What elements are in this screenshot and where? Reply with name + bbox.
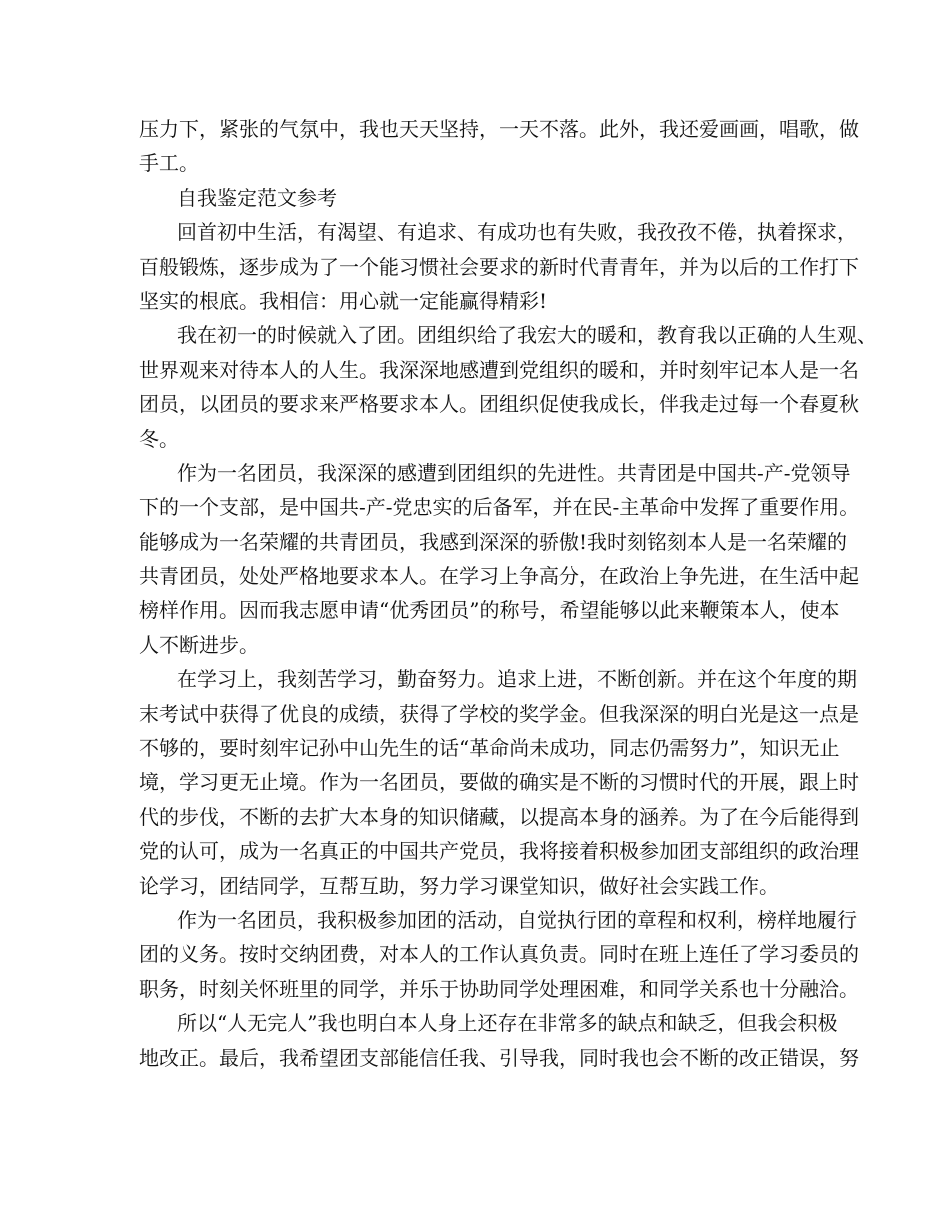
text-line: 党的认可，成为一名真正的中国共产党员，我将接着积极参加团支部组织的政治理 — [139, 839, 859, 864]
text-line: 代的步伐，不断的去扩大本身的知识储藏，以提高本身的涵养。为了在今后能得到 — [139, 804, 859, 829]
text-line: 论学习，团结同学，互帮互助，努力学习课堂知识，做好社会实践工作。 — [139, 873, 779, 898]
text-line: 作为一名团员，我积极参加团的活动，自觉执行团的章程和权利，榜样地履行 — [177, 907, 857, 932]
text-line: 所以“人无完人”我也明白本人身上还存在非常多的缺点和缺乏，但我会积极 — [177, 1011, 838, 1036]
text-line: 作为一名团员，我深深的感遭到团组织的先进性。共青团是中国共-产-党领导 — [177, 460, 851, 485]
text-line: 团的义务。按时交纳团费，对本人的工作认真负责。同时在班上连任了学习委员的 — [139, 942, 859, 967]
text-line: 能够成为一名荣耀的共青团员，我感到深深的骄傲!我时刻铭刻本人是一名荣耀的 — [139, 529, 848, 554]
text-line: 地改正。最后，我希望团支部能信任我、引导我，同时我也会不断的改正错误，努 — [139, 1045, 859, 1070]
text-line: 职务，时刻关怀班里的同学，并乐于协助同学处理困难，和同学关系也十分融洽。 — [139, 976, 859, 1001]
text-line: 共青团员，处处严格地要求本人。在学习上争高分，在政治上争先进，在生活中起 — [139, 564, 859, 589]
text-line: 团员，以团员的要求来严格要求本人。团组织促使我成长，伴我走过每一个春夏秋 — [139, 392, 859, 417]
text-line: 榜样作用。因而我志愿申请“优秀团员”的称号，希望能够以此来鞭策本人，使本 — [139, 598, 840, 623]
text-line: 回首初中生活，有渴望、有追求、有成功也有失败，我孜孜不倦，执着探求， — [177, 220, 857, 245]
text-line: 不够的，要时刻牢记孙中山先生的话“革命尚未成功，同志仍需努力”，知识无止 — [139, 736, 840, 761]
text-line: 末考试中获得了优良的成绩，获得了学校的奖学金。但我深深的明白光是这一点是 — [139, 701, 859, 726]
text-line: 坚实的根底。我相信：用心就一定能赢得精彩! — [139, 288, 548, 313]
text-line: 手工。 — [139, 151, 199, 176]
text-line: 在学习上，我刻苦学习，勤奋努力。追求上进，不断创新。并在这个年度的期 — [177, 667, 857, 692]
text-line: 压力下，紧张的气氛中，我也天天坚持，一天不落。此外，我还爱画画，唱歌，做 — [139, 117, 859, 141]
text-line: 自我鉴定范文参考 — [177, 185, 337, 210]
text-line: 人不断进步。 — [139, 632, 259, 657]
document-body — [139, 112, 877, 1075]
text-line: 百般锻炼，逐步成为了一个能习惯社会要求的新时代青青年，并为以后的工作打下 — [139, 254, 859, 279]
text-line: 境，学习更无止境。作为一名团员，要做的确实是不断的习惯时代的开展，跟上时 — [139, 770, 859, 795]
text-line: 世界观来对待本人的人生。我深深地感遭到党组织的暖和，并时刻牢记本人是一名 — [139, 357, 859, 382]
text-line: 冬。 — [139, 426, 179, 451]
text-line: 下的一个支部，是中国共-产-党忠实的后备军，并在民-主革命中发挥了重要作用。 — [139, 495, 860, 520]
text-line: 我在初一的时候就入了团。团组织给了我宏大的暖和，教育我以正确的人生观、 — [177, 323, 877, 348]
